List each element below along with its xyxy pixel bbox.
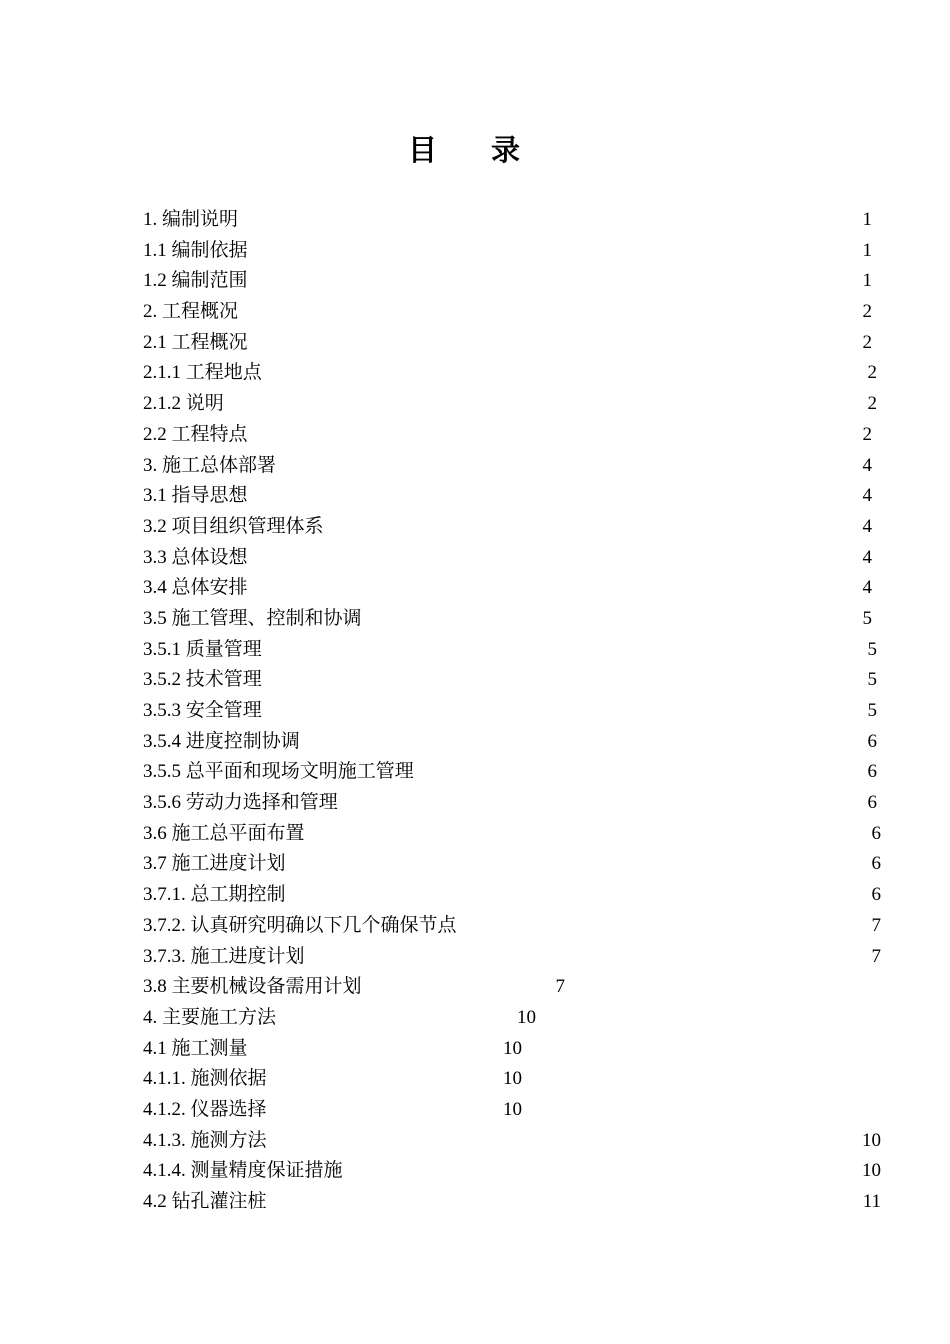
toc-entry: [143, 451, 872, 482]
toc-entry: [143, 1126, 881, 1157]
toc-entry-label: 3.5.3 安全管理: [143, 700, 262, 721]
toc-entry-page: 2: [867, 362, 877, 384]
toc-entry-page: 2: [862, 331, 872, 353]
toc-entry-page: 5: [867, 700, 877, 721]
toc-entry: [143, 911, 881, 942]
toc-entry: [143, 389, 877, 420]
toc-entry-label: 1.1 编制依据: [143, 239, 248, 261]
toc-entry-page: 5: [862, 607, 872, 629]
toc-entry-page: 7: [871, 914, 881, 936]
toc-entry-page: 2: [867, 393, 877, 415]
toc-entry-label: 3.5.6 劳动力选择和管理: [143, 792, 338, 814]
toc-entry: [143, 972, 803, 1003]
toc-entry-page: 2: [862, 423, 872, 445]
toc-entry: [143, 543, 872, 574]
toc-entry-page: 5: [867, 638, 877, 660]
toc-entry: [143, 757, 877, 788]
toc-entry-page: 10: [862, 1160, 881, 1182]
toc-entry-page: 6: [867, 792, 877, 814]
toc-entry-page: 10: [503, 1098, 522, 1120]
toc-entry-label: 3.1 指导思想: [143, 485, 248, 507]
toc-entry: [143, 1064, 803, 1095]
toc-entry-page: 2: [862, 301, 872, 323]
toc-entry-label: 3.7.2. 认真研究明确以下几个确保节点: [143, 914, 457, 936]
toc-entry-label: 4.2 钻孔灌注桩: [143, 1191, 267, 1212]
toc-entry: [143, 358, 877, 389]
toc-entry-page: 11: [862, 1191, 881, 1212]
toc-entry-page: 4: [862, 577, 872, 599]
toc-entry-page: 10: [862, 1129, 881, 1151]
toc-entry: [143, 788, 877, 819]
toc-entry-page: 6: [871, 853, 881, 875]
toc-entry-label: 4.1.3. 施测方法: [143, 1129, 267, 1151]
toc-entry-label: 3.5.2 技术管理: [143, 669, 262, 691]
toc-entry-page: 6: [871, 884, 881, 906]
toc-entry-page: 10: [503, 1037, 522, 1059]
toc-entry: [143, 1003, 803, 1034]
toc-entry: [143, 512, 872, 543]
toc-entry: [143, 1095, 803, 1126]
toc-entry: [143, 942, 881, 973]
toc-entry: [143, 297, 872, 328]
toc-entry-label: 3. 施工总体部署: [143, 454, 277, 476]
toc-entry-page: 1: [862, 209, 872, 230]
toc-entry: [143, 635, 877, 666]
toc-entry-label: 4. 主要施工方法: [143, 1006, 277, 1028]
toc-entry: [143, 604, 872, 635]
toc-entry-label: 1.2 编制范围: [143, 270, 248, 292]
toc-entry-label: 3.7.1. 总工期控制: [143, 884, 286, 906]
toc-entry-label: 4.1 施工测量: [143, 1037, 248, 1059]
toc-entry-label: 3.2 项目组织管理体系: [143, 515, 324, 537]
toc-entry: [143, 1187, 881, 1218]
toc-entry-label: 3.7 施工进度计划: [143, 853, 286, 875]
table-of-contents: [143, 205, 881, 1218]
toc-entry: [143, 328, 872, 359]
toc-entry-page: 10: [517, 1006, 536, 1028]
toc-entry-label: 3.8 主要机械设备需用计划: [143, 976, 362, 998]
toc-entry-label: 2. 工程概况: [143, 301, 239, 323]
toc-entry: [143, 266, 872, 297]
toc-entry-page: 5: [867, 669, 877, 691]
toc-entry-page: 10: [503, 1068, 522, 1090]
toc-entry-label: 2.2 工程特点: [143, 423, 248, 445]
toc-entry: [143, 236, 872, 267]
toc-entry: [143, 573, 872, 604]
toc-entry: [143, 727, 877, 758]
toc-entry: [143, 420, 872, 451]
toc-entry: [143, 819, 881, 850]
toc-entry-label: 1. 编制说明: [143, 209, 239, 230]
toc-entry: [143, 849, 881, 880]
toc-entry-page: 4: [862, 485, 872, 507]
toc-entry-label: 2.1.2 说明: [143, 393, 224, 415]
toc-entry-label: 3.4 总体安排: [143, 577, 248, 599]
toc-entry-page: 6: [867, 730, 877, 752]
toc-entry-page: 6: [867, 761, 877, 783]
toc-entry-label: 3.5.5 总平面和现场文明施工管理: [143, 761, 414, 783]
toc-entry-label: 3.5.4 进度控制协调: [143, 730, 300, 752]
toc-entry: [143, 880, 881, 911]
toc-entry-page: 7: [555, 976, 565, 998]
toc-entry-label: 3.5 施工管理、控制和协调: [143, 607, 362, 629]
toc-entry-label: 2.1 工程概况: [143, 331, 248, 353]
page-title: 目录: [407, 133, 574, 167]
toc-entry: [143, 1156, 881, 1187]
toc-entry: [143, 665, 877, 696]
toc-entry-label: 2.1.1 工程地点: [143, 362, 262, 384]
toc-entry-label: 4.1.4. 测量精度保证措施: [143, 1160, 343, 1182]
toc-entry-page: 4: [862, 515, 872, 537]
toc-entry-label: 3.5.1 质量管理: [143, 638, 262, 660]
toc-entry-page: 7: [871, 945, 881, 967]
toc-entry-page: 1: [862, 239, 872, 261]
toc-entry-page: 1: [862, 270, 872, 292]
toc-entry: [143, 696, 877, 727]
toc-entry-page: 4: [862, 454, 872, 476]
toc-entry: [143, 481, 872, 512]
toc-entry-label: 3.3 总体设想: [143, 546, 248, 568]
toc-entry-label: 4.1.1. 施测依据: [143, 1068, 267, 1090]
toc-entry-page: 6: [871, 822, 881, 844]
toc-entry: [143, 205, 872, 236]
toc-entry-label: 4.1.2. 仪器选择: [143, 1098, 267, 1120]
toc-entry-label: 3.6 施工总平面布置: [143, 822, 305, 844]
toc-entry-page: 4: [862, 546, 872, 568]
toc-entry: [143, 1034, 803, 1065]
toc-entry-label: 3.7.3. 施工进度计划: [143, 945, 305, 967]
